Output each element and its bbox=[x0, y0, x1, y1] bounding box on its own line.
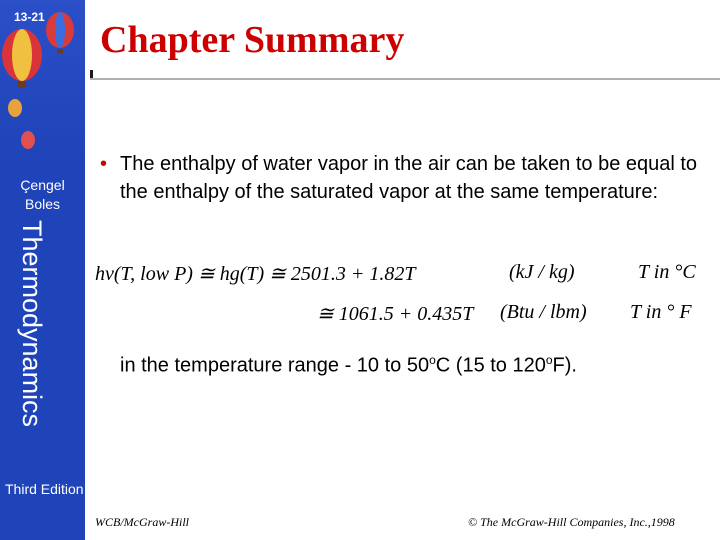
sidebar bbox=[0, 0, 85, 540]
equation-1-temp: T in °C bbox=[638, 261, 696, 283]
equation-1-units: (kJ / kg) bbox=[509, 261, 575, 283]
title-divider bbox=[90, 78, 720, 80]
sidebar-title-wrap bbox=[13, 220, 47, 460]
bullet-text: The enthalpy of water vapor in the air can be taken to be equal to the enthalpy of the saturated vapor at the same temperature: bbox=[120, 153, 698, 203]
range-mid: C (15 to 120 bbox=[435, 354, 546, 377]
range-degree-1: o bbox=[429, 353, 436, 367]
range-prefix: in the temperature range - 10 to 50 bbox=[120, 354, 430, 377]
footer-publisher: WCB/McGraw-Hill bbox=[95, 515, 189, 529]
bullet-icon: • bbox=[100, 153, 108, 175]
equation-2-temp: T in ° F bbox=[630, 301, 692, 323]
book-title: Thermodynamics bbox=[17, 220, 47, 428]
range-suffix: F). bbox=[552, 354, 577, 377]
hot-air-balloons-icon bbox=[0, 0, 85, 160]
footer-copyright: © The McGraw-Hill Companies, Inc.,1998 bbox=[468, 515, 675, 529]
balloon-image bbox=[0, 0, 85, 160]
author-boles: Boles bbox=[24, 196, 61, 212]
edition-label: Third Edition bbox=[5, 481, 84, 497]
equation-2-units: (Btu / lbm) bbox=[500, 301, 587, 323]
page-title: Chapter Summary bbox=[100, 19, 405, 61]
equation-2: ≅ 1061.5 + 0.435T bbox=[317, 303, 474, 325]
slide-number: 13-21 bbox=[14, 10, 45, 24]
author-cengel: Çengel bbox=[20, 177, 65, 193]
bullet-item bbox=[100, 150, 700, 206]
range-degree-2: o bbox=[545, 353, 553, 367]
temperature-range bbox=[120, 353, 577, 378]
equation-1: hv(T, low P) ≅ hg(T) ≅ 2501.3 + 1.82T bbox=[95, 263, 416, 285]
